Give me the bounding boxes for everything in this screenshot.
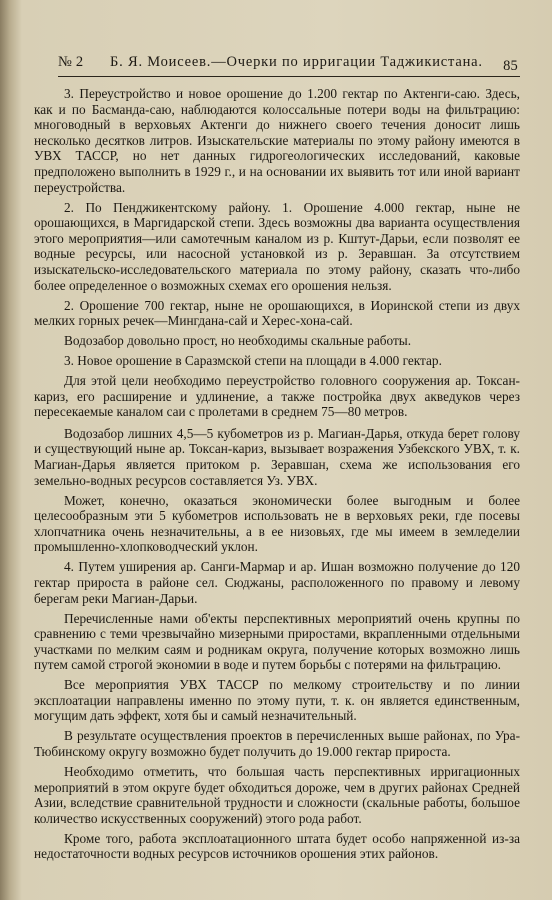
body-text — [34, 86, 520, 866]
paragraph: В результате осуществления проектов в перечисленных выше районах, по Ура-Тюбинскому округу возможно будет получить до 19.000 гектар прироста. — [34, 728, 520, 760]
paragraph: Для этой цели необходимо переустройство головного сооружения ар. Токсан-кариз, его расширение и удлинение, а также постройка двух акведуков через пересекаемые каналом саи с пролетами в среднем 75—80 метров. — [34, 373, 520, 420]
paragraph: 2. Орошение 700 гектар, ныне не орошающихся, в Иоринской степи из двух мелких горных речек—Мингдана-сай и Херес-хона-сай. — [34, 297, 520, 329]
page-number: 85 — [503, 58, 518, 74]
paragraph: Все мероприятия УВХ ТАССР по мелкому строительству и по линии эксплоатации направлены именно по этому пути, т. к. он является единственным, могущим дать эффект, хотя бы и самый незначительный. — [34, 677, 520, 724]
paragraph: 2. По Пенджикентскому району. 1. Орошение 4.000 гектар, ныне не орошающихся, в Маргидарской степи. Здесь возможны два варианта осуществления этого мероприятия—или самотечным каналом из р. Кштут-Дарьи, если позволят ее водные ресурсы, или насосной установкой из р. Зеравшан. За отсутствием изыскательско-исследовательского материала по этому району, сказать что-либо более определенное о возможных схемах его орошения нельзя. — [34, 199, 520, 293]
paragraph: 3. Переустройство и новое орошение до 1.200 гектар по Актенги-саю. Здесь, как и по Басманда-саю, наблюдаются колоссальные потери воды на фильтрацию: многоводный в верховьях Актенги до нижнего своего течения доносит лишь несколько десятков литров. Изыскательские материалы по этому району имеются в УВХ ТАССР, но нет данных гидрогеологических исследований, каковые предположено выполнить в 1929 г., и на основании их выявить тот или иной вариант переустройства. — [34, 86, 520, 195]
paragraph: 3. Новое орошение в Саразмской степи на площади в 4.000 гектар. — [64, 353, 442, 369]
paragraph: Перечисленные нами об'екты перспективных мероприятий очень крупны по сравнению с теми чрезвычайно мизерными приростами, вкрапленными отдельными участками по мелким саям и родникам округа, получение которых возможно лишь путем самой строгой экономии в воде и путем борьбы с потерями на фильтрацию. — [34, 610, 520, 673]
running-header — [58, 50, 520, 77]
paragraph: Может, конечно, оказаться экономически более выгодным и более целесообразным эти 5 кубометров использовать не в верховьях реки, где посевы хлопчатника очень незначительны, а в ее низовьях, где мы имеем в земледелии промышленно-хлопководческий уклон. — [34, 492, 520, 555]
issue-number: № 2 — [58, 54, 84, 70]
paragraph: Кроме того, работа эксплоатационного штата будет особо напряженной из-за недостаточности водных ресурсов источников орошения этих районов. — [34, 830, 520, 862]
paragraph: Водозабор лишних 4,5—5 кубометров из р. Магиан-Дарья, откуда берет голову и существующий ныне ар. Токсан-кариз, вызывает возражения Узбекского УВХ, т. к. Магиан-Дарья является притоком р. Зеравшан, схема же использования его земельно-водных ресурсов составляется Уз. УВХ. — [34, 425, 520, 488]
paragraph: Необходимо отметить, что большая часть перспективных ирригационных мероприятий в этом округе будет обходиться дороже, чем в других районах Средней Азии, вследствие сравнительной трудности и сложности (скальные работы, большое количество искусственных сооружений) этого рода работ. — [34, 764, 520, 826]
paragraph: 4. Путем уширения ар. Санги-Мармар и ар. Ишан возможно получение до 120 гектар прироста в районе сел. Сюджаны, расположенного по правому и левому берегам реки Магиан-Дарьи. — [34, 559, 520, 606]
running-title: Б. Я. Моисеев.—Очерки по ирригации Таджикистана. — [110, 54, 483, 70]
paragraph: Водозабор довольно прост, но необходимы скальные работы. — [64, 333, 412, 349]
